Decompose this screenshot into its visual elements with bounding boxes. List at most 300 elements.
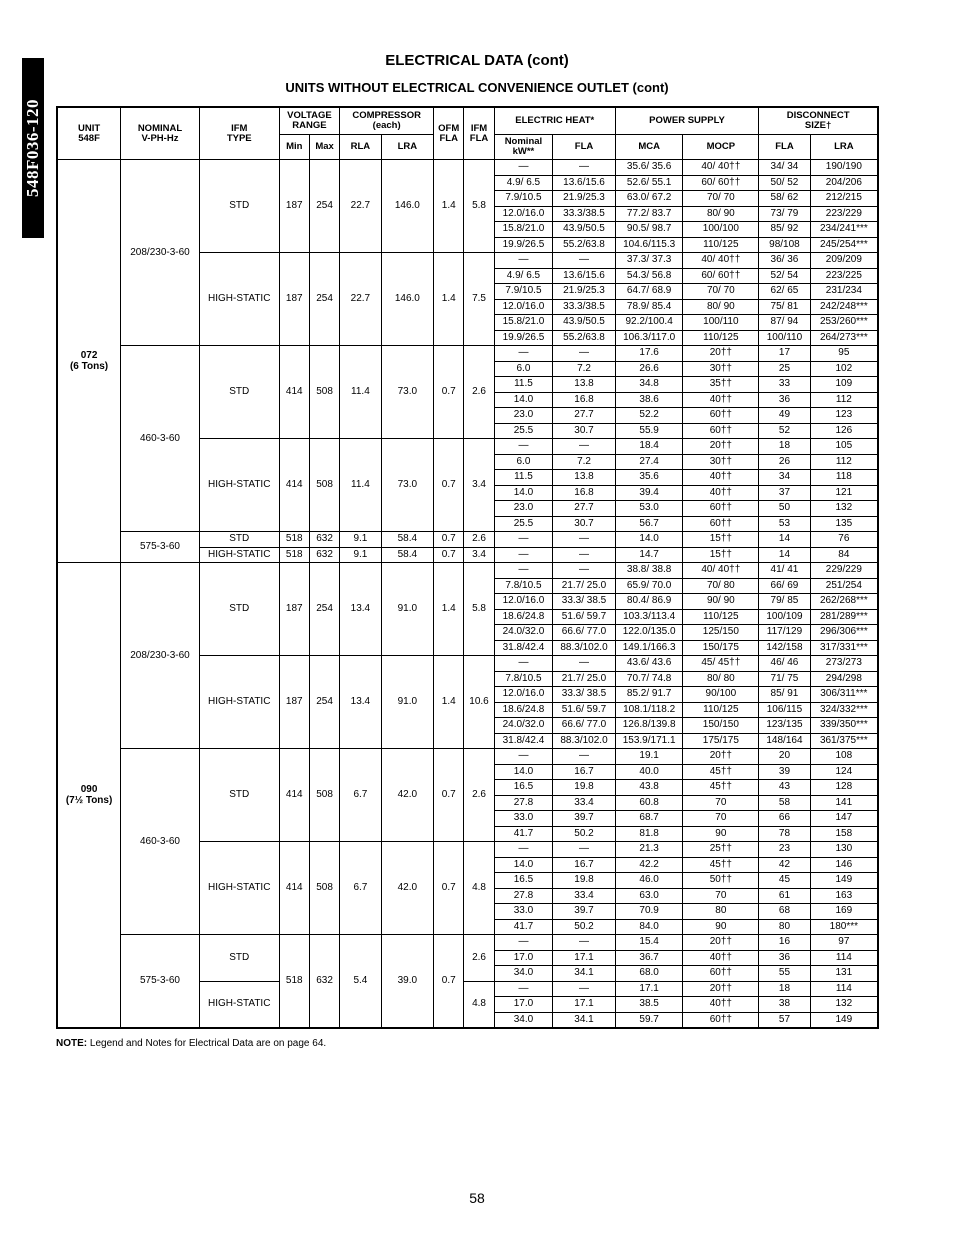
mca-cell: 38.6 [615,392,683,408]
disconnect-fla-cell: 66 [759,811,810,827]
compressor-lra-cell: 42.0 [381,842,434,935]
compressor-lra-cell: 39.0 [381,935,434,1029]
mca-cell: 108.1/118.2 [615,702,683,718]
mca-cell: 90.5/ 98.7 [615,222,683,238]
heat-kw-cell: 4.9/ 6.5 [494,175,553,191]
header-disconnect-fla: FLA [759,135,810,160]
heat-fla-cell: 55.2/63.8 [553,330,616,346]
compressor-lra-cell: 58.4 [381,532,434,548]
ofm-fla-cell: 1.4 [434,160,464,253]
disconnect-fla-cell: 100/110 [759,330,810,346]
heat-kw-cell: 25.5 [494,423,553,439]
note-label: NOTE: [56,1038,88,1049]
heat-kw-cell: 11.5 [494,377,553,393]
disconnect-fla-cell: 66/ 69 [759,578,810,594]
unit-cell: 090 (7½ Tons) [57,563,121,1029]
mocp-cell: 25†† [683,842,759,858]
disconnect-fla-cell: 36/ 36 [759,253,810,269]
mocp-cell: 150/150 [683,718,759,734]
disconnect-lra-cell: 132 [810,501,878,517]
mca-cell: 38.5 [615,997,683,1013]
disconnect-fla-cell: 50/ 52 [759,175,810,191]
disconnect-lra-cell: 102 [810,361,878,377]
heat-kw-cell: 4.9/ 6.5 [494,268,553,284]
nominal-voltage-cell: 208/230-3-60 [121,563,200,749]
ifm-type-cell: HIGH-STATIC [199,253,279,346]
compressor-lra-cell: 42.0 [381,749,434,842]
disconnect-fla-cell: 42 [759,857,810,873]
mca-cell: 54.3/ 56.8 [615,268,683,284]
mocp-cell: 100/110 [683,315,759,331]
heat-fla-cell: 30.7 [553,423,616,439]
disconnect-fla-cell: 38 [759,997,810,1013]
header-ifm-type: IFM TYPE [199,107,279,160]
compressor-lra-cell: 146.0 [381,253,434,346]
disconnect-lra-cell: 231/234 [810,284,878,300]
disconnect-lra-cell: 223/229 [810,206,878,222]
heat-kw-cell: 14.0 [494,764,553,780]
mca-cell: 19.1 [615,749,683,765]
voltage-max-cell: 632 [309,532,339,548]
disconnect-lra-cell: 296/306*** [810,625,878,641]
disconnect-lra-cell: 112 [810,454,878,470]
heat-fla-cell: 51.6/ 59.7 [553,609,616,625]
mocp-cell: 50†† [683,873,759,889]
voltage-max-cell: 254 [309,253,339,346]
heat-kw-cell: — [494,547,553,563]
ofm-fla-cell: 0.7 [434,547,464,563]
note-text: Legend and Notes for Electrical Data are on page 64. [87,1038,327,1049]
heat-fla-cell: 17.1 [553,950,616,966]
voltage-min-cell: 187 [279,656,309,749]
unit-cell: 072 (6 Tons) [57,160,121,563]
mocp-cell: 90/100 [683,687,759,703]
table-row [57,160,878,176]
heat-fla-cell: — [553,563,616,579]
disconnect-fla-cell: 46/ 46 [759,656,810,672]
disconnect-fla-cell: 16 [759,935,810,951]
mca-cell: 84.0 [615,919,683,935]
mocp-cell: 20†† [683,981,759,997]
mca-cell: 14.0 [615,532,683,548]
disconnect-fla-cell: 18 [759,981,810,997]
heat-kw-cell: 34.0 [494,1012,553,1028]
heat-kw-cell: 7.9/10.5 [494,191,553,207]
mocp-cell: 70/ 80 [683,578,759,594]
mocp-cell: 80/ 90 [683,206,759,222]
header-rla: RLA [340,135,381,160]
disconnect-fla-cell: 80 [759,919,810,935]
mca-cell: 60.8 [615,795,683,811]
mocp-cell: 125/150 [683,625,759,641]
heat-fla-cell: 66.6/ 77.0 [553,625,616,641]
heat-kw-cell: 18.6/24.8 [494,609,553,625]
header-nominal-kw: Nominal kW** [494,135,553,160]
compressor-lra-cell: 73.0 [381,439,434,532]
heat-kw-cell: — [494,656,553,672]
mca-cell: 46.0 [615,873,683,889]
disconnect-fla-cell: 18 [759,439,810,455]
heat-kw-cell: 34.0 [494,966,553,982]
heat-kw-cell: 12.0/16.0 [494,206,553,222]
mca-cell: 149.1/166.3 [615,640,683,656]
page-title: ELECTRICAL DATA (cont) [385,52,569,69]
ifm-type-cell: STD [199,532,279,548]
mca-cell: 77.2/ 83.7 [615,206,683,222]
mca-cell: 52.2 [615,408,683,424]
mocp-cell: 90/ 90 [683,594,759,610]
disconnect-lra-cell: 223/225 [810,268,878,284]
heat-kw-cell: — [494,842,553,858]
ifm-fla-cell: 2.6 [464,532,494,548]
heat-fla-cell: 88.3/102.0 [553,733,616,749]
compressor-rla-cell: 5.4 [340,935,381,1029]
voltage-max-cell: 254 [309,160,339,253]
ifm-fla-cell: 4.8 [464,981,494,1028]
disconnect-lra-cell: 124 [810,764,878,780]
page-number: 58 [469,1190,485,1206]
heat-kw-cell: — [494,563,553,579]
mca-cell: 63.0 [615,888,683,904]
mocp-cell: 110/125 [683,237,759,253]
disconnect-fla-cell: 49 [759,408,810,424]
voltage-min-cell: 518 [279,547,309,563]
compressor-lra-cell: 73.0 [381,346,434,439]
mocp-cell: 90 [683,919,759,935]
mocp-cell: 110/125 [683,702,759,718]
mca-cell: 103.3/113.4 [615,609,683,625]
disconnect-fla-cell: 14 [759,532,810,548]
heat-fla-cell: — [553,253,616,269]
mca-cell: 43.6/ 43.6 [615,656,683,672]
ifm-fla-cell: 2.6 [464,346,494,439]
heat-fla-cell: — [553,532,616,548]
disconnect-lra-cell: 109 [810,377,878,393]
mca-cell: 18.4 [615,439,683,455]
mocp-cell: 40†† [683,950,759,966]
disconnect-lra-cell: 108 [810,749,878,765]
disconnect-lra-cell: 149 [810,1012,878,1028]
disconnect-fla-cell: 41/ 41 [759,563,810,579]
disconnect-fla-cell: 50 [759,501,810,517]
heat-kw-cell: — [494,981,553,997]
disconnect-lra-cell: 132 [810,997,878,1013]
disconnect-lra-cell: 114 [810,981,878,997]
footnote [56,1038,326,1049]
heat-kw-cell: 15.8/21.0 [494,222,553,238]
header-nominal: NOMINAL V-PH-Hz [121,107,200,160]
heat-kw-cell: 12.0/16.0 [494,594,553,610]
table-row [57,346,878,362]
heat-kw-cell: 17.0 [494,997,553,1013]
mocp-cell: 40†† [683,392,759,408]
heat-kw-cell: 14.0 [494,857,553,873]
disconnect-fla-cell: 36 [759,392,810,408]
mocp-cell: 60/ 60†† [683,268,759,284]
heat-fla-cell: 39.7 [553,811,616,827]
disconnect-lra-cell: 234/241*** [810,222,878,238]
header-electric-heat: ELECTRIC HEAT* [494,107,615,135]
heat-kw-cell: 11.5 [494,470,553,486]
voltage-max-cell: 508 [309,842,339,935]
mca-cell: 55.9 [615,423,683,439]
compressor-rla-cell: 11.4 [340,346,381,439]
heat-kw-cell: — [494,532,553,548]
mca-cell: 65.9/ 70.0 [615,578,683,594]
disconnect-lra-cell: 324/332*** [810,702,878,718]
heat-fla-cell: 33.3/ 38.5 [553,687,616,703]
heat-kw-cell: 6.0 [494,361,553,377]
disconnect-lra-cell: 141 [810,795,878,811]
ifm-type-cell: HIGH-STATIC [199,842,279,935]
compressor-rla-cell: 22.7 [340,160,381,253]
disconnect-lra-cell: 169 [810,904,878,920]
mca-cell: 106.3/117.0 [615,330,683,346]
disconnect-fla-cell: 34/ 34 [759,160,810,176]
disconnect-fla-cell: 57 [759,1012,810,1028]
heat-kw-cell: — [494,160,553,176]
heat-fla-cell: 19.8 [553,873,616,889]
compressor-rla-cell: 6.7 [340,749,381,842]
disconnect-lra-cell: 229/229 [810,563,878,579]
disconnect-fla-cell: 106/115 [759,702,810,718]
voltage-min-cell: 414 [279,346,309,439]
mocp-cell: 90 [683,826,759,842]
mocp-cell: 70/ 70 [683,284,759,300]
mca-cell: 80.4/ 86.9 [615,594,683,610]
ifm-type-cell: STD [199,346,279,439]
disconnect-fla-cell: 61 [759,888,810,904]
disconnect-lra-cell: 306/311*** [810,687,878,703]
heat-fla-cell: 34.1 [553,1012,616,1028]
mocp-cell: 60/ 60†† [683,175,759,191]
ifm-fla-cell: 2.6 [464,749,494,842]
mocp-cell: 40†† [683,470,759,486]
disconnect-fla-cell: 78 [759,826,810,842]
heat-fla-cell: 21.7/ 25.0 [553,578,616,594]
disconnect-lra-cell: 76 [810,532,878,548]
disconnect-fla-cell: 52/ 54 [759,268,810,284]
compressor-rla-cell: 9.1 [340,532,381,548]
heat-kw-cell: 14.0 [494,392,553,408]
heat-kw-cell: 14.0 [494,485,553,501]
disconnect-fla-cell: 14 [759,547,810,563]
heat-fla-cell: 50.2 [553,919,616,935]
disconnect-fla-cell: 23 [759,842,810,858]
mocp-cell: 70 [683,795,759,811]
ofm-fla-cell: 1.4 [434,253,464,346]
ofm-fla-cell: 0.7 [434,532,464,548]
mca-cell: 26.6 [615,361,683,377]
table-body [57,160,878,1029]
disconnect-fla-cell: 58/ 62 [759,191,810,207]
compressor-lra-cell: 58.4 [381,547,434,563]
header-disconnect: DISCONNECT SIZE† [759,107,878,135]
heat-fla-cell: 50.2 [553,826,616,842]
header-min: Min [279,135,309,160]
mca-cell: 122.0/135.0 [615,625,683,641]
mocp-cell: 20†† [683,935,759,951]
disconnect-lra-cell: 131 [810,966,878,982]
disconnect-lra-cell: 253/260*** [810,315,878,331]
ifm-fla-cell: 2.6 [464,935,494,982]
ofm-fla-cell: 0.7 [434,346,464,439]
voltage-max-cell: 254 [309,563,339,656]
mocp-cell: 20†† [683,439,759,455]
heat-kw-cell: 16.5 [494,780,553,796]
mocp-cell: 45†† [683,780,759,796]
mca-cell: 56.7 [615,516,683,532]
voltage-min-cell: 187 [279,160,309,253]
mca-cell: 43.8 [615,780,683,796]
heat-fla-cell: 43.9/50.5 [553,222,616,238]
mocp-cell: 30†† [683,454,759,470]
ifm-type-cell: HIGH-STATIC [199,981,279,1028]
header-mocp: MOCP [683,135,759,160]
heat-kw-cell: 27.8 [494,795,553,811]
disconnect-lra-cell: 84 [810,547,878,563]
heat-fla-cell: 33.4 [553,795,616,811]
mocp-cell: 70/ 70 [683,191,759,207]
heat-fla-cell: 88.3/102.0 [553,640,616,656]
compressor-lra-cell: 146.0 [381,160,434,253]
disconnect-fla-cell: 55 [759,966,810,982]
heat-kw-cell: 31.8/42.4 [494,733,553,749]
mca-cell: 34.8 [615,377,683,393]
mocp-cell: 45†† [683,764,759,780]
mocp-cell: 175/175 [683,733,759,749]
voltage-max-cell: 508 [309,439,339,532]
mocp-cell: 60†† [683,423,759,439]
disconnect-lra-cell: 158 [810,826,878,842]
mca-cell: 52.6/ 55.1 [615,175,683,191]
compressor-rla-cell: 13.4 [340,563,381,656]
page-subtitle: UNITS WITHOUT ELECTRICAL CONVENIENCE OUTLET (cont) [285,80,669,95]
mca-cell: 17.1 [615,981,683,997]
mocp-cell: 80/ 80 [683,671,759,687]
voltage-min-cell: 187 [279,563,309,656]
disconnect-fla-cell: 25 [759,361,810,377]
heat-fla-cell: 16.7 [553,857,616,873]
mocp-cell: 110/125 [683,330,759,346]
heat-kw-cell: — [494,749,553,765]
disconnect-fla-cell: 75/ 81 [759,299,810,315]
ifm-type-cell: HIGH-STATIC [199,547,279,563]
heat-kw-cell: 24.0/32.0 [494,625,553,641]
mca-cell: 78.9/ 85.4 [615,299,683,315]
mocp-cell: 150/175 [683,640,759,656]
ifm-type-cell: HIGH-STATIC [199,439,279,532]
disconnect-lra-cell: 245/254*** [810,237,878,253]
compressor-rla-cell: 22.7 [340,253,381,346]
disconnect-lra-cell: 146 [810,857,878,873]
disconnect-lra-cell: 135 [810,516,878,532]
mocp-cell: 110/125 [683,609,759,625]
heat-kw-cell: 7.8/10.5 [494,578,553,594]
heat-kw-cell: 19.9/26.5 [494,237,553,253]
heat-fla-cell: — [553,935,616,951]
disconnect-lra-cell: 149 [810,873,878,889]
disconnect-lra-cell: 264/273*** [810,330,878,346]
disconnect-fla-cell: 26 [759,454,810,470]
mca-cell: 17.6 [615,346,683,362]
mca-cell: 38.8/ 38.8 [615,563,683,579]
ifm-fla-cell: 3.4 [464,439,494,532]
header-power-supply: POWER SUPPLY [615,107,758,135]
mocp-cell: 70 [683,888,759,904]
mocp-cell: 60†† [683,966,759,982]
mca-cell: 59.7 [615,1012,683,1028]
disconnect-lra-cell: 262/268*** [810,594,878,610]
disconnect-fla-cell: 34 [759,470,810,486]
mocp-cell: 60†† [683,516,759,532]
mocp-cell: 35†† [683,377,759,393]
mca-cell: 37.3/ 37.3 [615,253,683,269]
mca-cell: 40.0 [615,764,683,780]
heat-fla-cell: — [553,346,616,362]
nominal-voltage-cell: 460-3-60 [121,346,200,532]
disconnect-fla-cell: 45 [759,873,810,889]
heat-kw-cell: 25.5 [494,516,553,532]
heat-kw-cell: 7.9/10.5 [494,284,553,300]
heat-fla-cell: — [553,656,616,672]
disconnect-lra-cell: 163 [810,888,878,904]
voltage-min-cell: 414 [279,749,309,842]
disconnect-fla-cell: 98/108 [759,237,810,253]
heat-fla-cell: 55.2/63.8 [553,237,616,253]
disconnect-lra-cell: 123 [810,408,878,424]
mocp-cell: 30†† [683,361,759,377]
mocp-cell: 80/ 90 [683,299,759,315]
disconnect-lra-cell: 190/190 [810,160,878,176]
disconnect-fla-cell: 62/ 65 [759,284,810,300]
heat-kw-cell: 41.7 [494,919,553,935]
header-voltage-range: VOLTAGE RANGE [279,107,340,135]
mocp-cell: 15†† [683,547,759,563]
heat-fla-cell: 16.8 [553,485,616,501]
mca-cell: 36.7 [615,950,683,966]
heat-fla-cell: 17.1 [553,997,616,1013]
header-max: Max [309,135,339,160]
mocp-cell: 60†† [683,501,759,517]
disconnect-lra-cell: 114 [810,950,878,966]
voltage-max-cell: 254 [309,656,339,749]
disconnect-lra-cell: 317/331*** [810,640,878,656]
voltage-max-cell: 632 [309,547,339,563]
ifm-type-cell: STD [199,935,279,982]
disconnect-fla-cell: 53 [759,516,810,532]
disconnect-fla-cell: 148/164 [759,733,810,749]
heat-fla-cell: 39.7 [553,904,616,920]
disconnect-lra-cell: 112 [810,392,878,408]
disconnect-lra-cell: 118 [810,470,878,486]
table-row [57,563,878,579]
heat-fla-cell: 7.2 [553,454,616,470]
heat-fla-cell: — [553,981,616,997]
mocp-cell: 40/ 40†† [683,160,759,176]
heat-fla-cell: 27.7 [553,408,616,424]
ofm-fla-cell: 1.4 [434,563,464,656]
disconnect-fla-cell: 39 [759,764,810,780]
heat-fla-cell: 21.9/25.3 [553,284,616,300]
mca-cell: 14.7 [615,547,683,563]
compressor-rla-cell: 11.4 [340,439,381,532]
compressor-rla-cell: 13.4 [340,656,381,749]
heat-fla-cell: — [553,547,616,563]
disconnect-lra-cell: 251/254 [810,578,878,594]
mocp-cell: 45†† [683,857,759,873]
mocp-cell: 15†† [683,532,759,548]
